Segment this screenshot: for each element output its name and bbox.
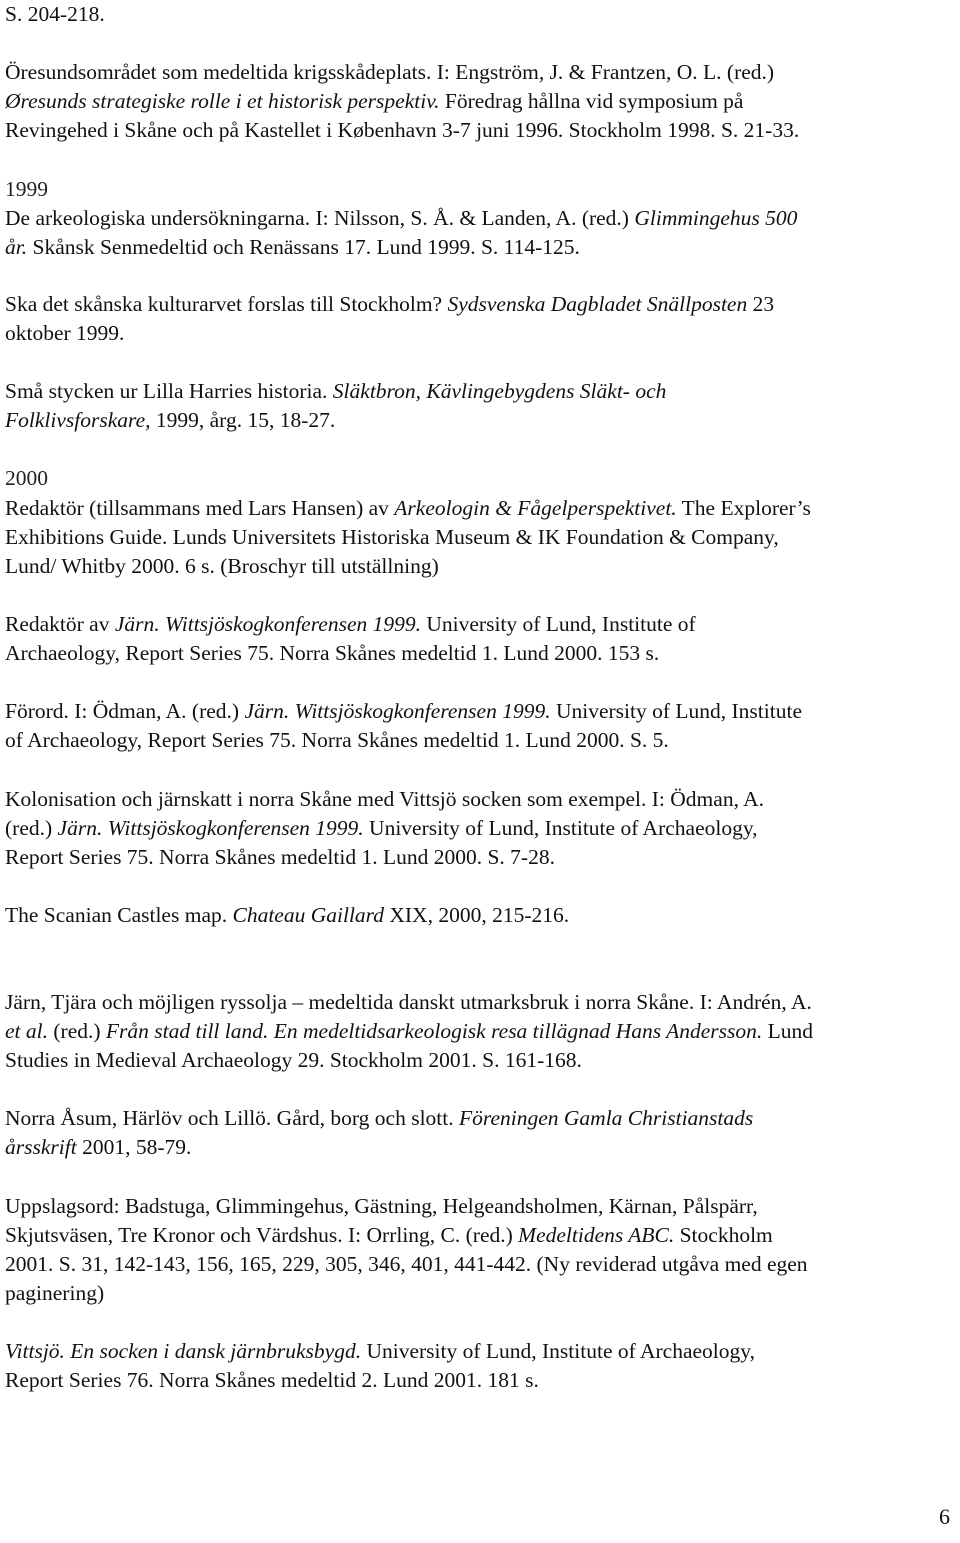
reference-line [5, 377, 666, 406]
reference-oresund [5, 58, 799, 145]
italic-title-text: Medeltidens ABC. [518, 1223, 675, 1247]
reference-text: Lund/ Whitby 2000. 6 s. (Broschyr till utställning) [5, 554, 439, 578]
reference-text: Revingehed i Skåne och på Kastellet i København 3-7 juni 1996. Stockholm 1998. S. 21-33. [5, 118, 800, 142]
reference-text: 2001. S. 31, 142-143, 156, 165, 229, 305, 346, 401, 441-442. (Ny reviderad utgåva med egen [5, 1252, 808, 1276]
reference-text: Skånsk Senmedeltid och Renässans 17. Lund 1999. S. 114-125. [27, 235, 580, 259]
reference-text: 23 [747, 292, 775, 316]
reference-text: (red.) [5, 816, 58, 840]
italic-title-text: Järn. Wittsjöskogkonferensen 1999. [244, 699, 551, 723]
reference-line [5, 639, 696, 668]
reference-text: The Explorer’s [676, 496, 811, 520]
reference-line [5, 406, 666, 435]
reference-text: Archaeology, Report Series 75. Norra Skånes medeltid 1. Lund 2000. 153 s. [5, 641, 660, 665]
reference-text: De arkeologiska undersökningarna. I: Nilsson, S. Å. & Landen, A. (red.) [5, 206, 635, 230]
reference-line [5, 610, 696, 639]
reference-redaktor-jarn [5, 610, 696, 668]
italic-title-text: Järn. Wittsjöskogkonferensen 1999. [114, 612, 421, 636]
reference-text: oktober 1999. [5, 321, 125, 345]
italic-title-text: Øresunds strategiske rolle i et historisk perspektiv. [5, 89, 440, 113]
reference-line [5, 726, 802, 755]
reference-text: Redaktör av [5, 612, 115, 636]
reference-line [5, 1104, 753, 1133]
reference-text: University of Lund, Institute [550, 699, 802, 723]
document-page [5, 0, 955, 1543]
reference-jarn-tjara [5, 988, 813, 1075]
reference-text: (red.) [48, 1019, 106, 1043]
italic-title-text: Arkeologin & Fågelperspektivet. [394, 496, 677, 520]
italic-title-text: år. [5, 235, 28, 259]
reference-text: University of Lund, Institute of Archaeology, [361, 1339, 755, 1363]
italic-title-text: Släktbron, Kävlingebygdens Släkt- och [332, 379, 667, 403]
reference-line [5, 1192, 808, 1221]
reference-line [5, 901, 569, 930]
reference-text: Skjutsväsen, Tre Kronor och Värdshus. I: Orrling, C. (red.) [5, 1223, 519, 1247]
reference-text: Lund [762, 1019, 813, 1043]
reference-text: Små stycken ur Lilla Harries historia. [5, 379, 333, 403]
reference-line [5, 1337, 755, 1366]
reference-forord [5, 697, 802, 755]
reference-line [5, 785, 764, 814]
italic-title-text: årsskrift [5, 1135, 77, 1159]
italic-title-text: Från stad till land. En medeltidsarkeologisk resa tillägnad Hans Andersson. [105, 1019, 763, 1043]
reference-line [5, 233, 797, 262]
reference-line [5, 204, 797, 233]
reference-text: The Scanian Castles map. [5, 903, 233, 927]
reference-text: of Archaeology, Report Series 75. Norra Skånes medeltid 1. Lund 2000. S. 5. [5, 728, 669, 752]
reference-redaktor-arkeologin [5, 494, 811, 581]
italic-title-text: et al. [5, 1019, 48, 1043]
reference-text: Förord. I: Ödman, A. (red.) [5, 699, 245, 723]
page-number: 6 [939, 1504, 950, 1529]
reference-vittsjo [5, 1337, 755, 1395]
italic-title-text: Chateau Gaillard [232, 903, 384, 927]
reference-line [5, 1279, 808, 1308]
reference-line: S. 204-218. [5, 2, 105, 26]
reference-scanian-castles [5, 901, 569, 930]
italic-title-text: Sydsvenska Dagbladet Snällposten [447, 292, 748, 316]
reference-kolonisation [5, 785, 764, 872]
reference-line [5, 697, 802, 726]
reference-text: Norra Åsum, Härlöv och Lillö. Gård, borg och slott. [5, 1106, 460, 1130]
reference-kulturarvet [5, 290, 774, 348]
reference-text: Exhibitions Guide. Lunds Universitets Historiska Museum & IK Foundation & Company, [5, 525, 779, 549]
italic-title-text: Folklivsforskare, [5, 408, 151, 432]
reference-text: 2001, 58-79. [76, 1135, 192, 1159]
reference-text: Report Series 75. Norra Skånes medeltid 1. Lund 2000. S. 7-28. [5, 845, 555, 869]
reference-line [5, 1250, 808, 1279]
reference-text: University of Lund, Institute of Archaeology, [363, 816, 758, 840]
reference-text: Uppslagsord: Badstuga, Glimmingehus, Gästning, Helgeandsholmen, Kärnan, Pålspärr, [5, 1194, 758, 1218]
reference-text: paginering) [5, 1281, 105, 1305]
year-heading-1999: 1999 [5, 177, 48, 201]
reference-glimmingehus [5, 204, 797, 262]
reference-line [5, 552, 811, 581]
reference-line [5, 814, 764, 843]
reference-lilla-harries [5, 377, 666, 435]
reference-text: University of Lund, Institute of [421, 612, 696, 636]
reference-text: Redaktör (tillsammans med Lars Hansen) av [5, 496, 395, 520]
reference-line [5, 290, 774, 319]
italic-title-text: Föreningen Gamla Christianstads [459, 1106, 754, 1130]
top-fragment [5, 0, 105, 29]
reference-text: XIX, 2000, 215-216. [383, 903, 570, 927]
reference-text: Järn, Tjära och möjligen ryssolja – medeltida danskt utmarksbruk i norra Skåne. I: Andrén, A. [5, 990, 812, 1014]
reference-norra-asum [5, 1104, 753, 1162]
reference-line [5, 523, 811, 552]
reference-text: Kolonisation och järnskatt i norra Skåne med Vittsjö socken som exempel. I: Ödman, A. [5, 787, 765, 811]
reference-line [5, 1046, 813, 1075]
reference-line [5, 988, 813, 1017]
italic-title-text: Glimmingehus 500 [634, 206, 798, 230]
reference-text: Ska det skånska kulturarvet forslas till Stockholm? [5, 292, 448, 316]
reference-text: Föredrag hållna vid symposium på [439, 89, 744, 113]
reference-line [5, 494, 811, 523]
italic-title-text: Järn. Wittsjöskogkonferensen 1999. [57, 816, 364, 840]
italic-title-text: Vittsjö. En socken i dansk järnbruksbygd. [5, 1339, 362, 1363]
reference-line [5, 319, 774, 348]
reference-text: Report Series 76. Norra Skånes medeltid 2. Lund 2001. 181 s. [5, 1368, 539, 1392]
reference-line [5, 87, 799, 116]
reference-text: Stockholm [674, 1223, 773, 1247]
reference-line [5, 116, 799, 145]
reference-line [5, 1133, 753, 1162]
reference-text: Studies in Medieval Archaeology 29. Stockholm 2001. S. 161-168. [5, 1048, 582, 1072]
reference-line [5, 58, 799, 87]
reference-line [5, 843, 764, 872]
year-heading-2000: 2000 [5, 466, 48, 490]
reference-text: 1999, årg. 15, 18-27. [150, 408, 336, 432]
reference-line [5, 1366, 755, 1395]
reference-line [5, 1017, 813, 1046]
reference-uppslagsord [5, 1192, 808, 1308]
reference-line [5, 1221, 808, 1250]
reference-text: Öresundsområdet som medeltida krigsskådeplats. I: Engström, J. & Frantzen, O. L. (red.) [5, 60, 775, 84]
